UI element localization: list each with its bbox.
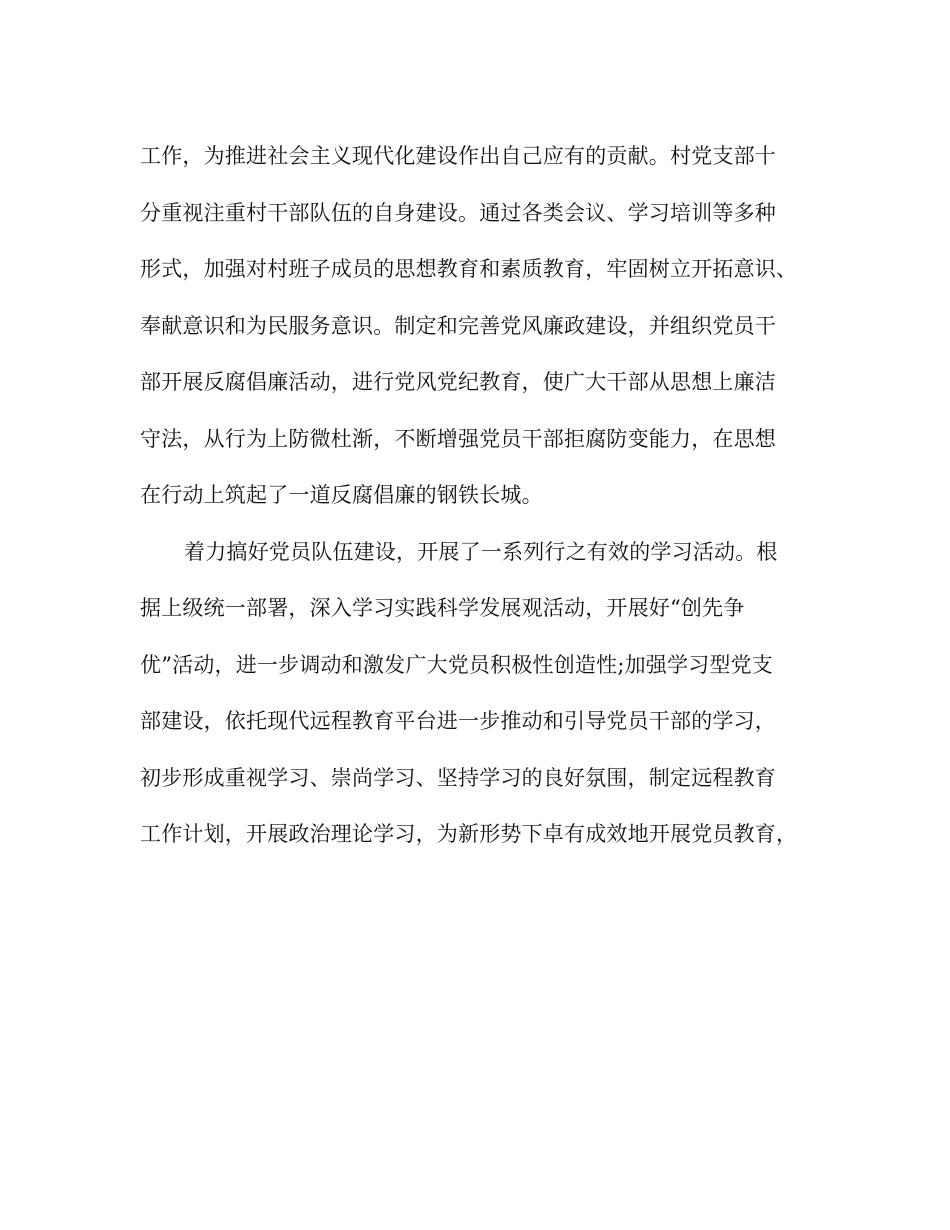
text-line: 工作计划，开展政治理论学习，为新形势下卓有成效地开展党员教育，	[140, 822, 798, 846]
text-line: 部开展反腐倡廉活动，进行党风党纪教育，使广大干部从思想上廉洁	[140, 370, 776, 394]
text-line: 据上级统一部署，深入学习实践科学发展观活动，开展好“创先争	[140, 596, 745, 620]
text-line: 初步形成重视学习、崇尚学习、坚持学习的良好氛围，制定远程教育	[140, 765, 776, 790]
text-line: 形式，加强对村班子成员的思想教育和素质教育，牢固树立开拓意识、	[140, 257, 798, 281]
body-text	[140, 136, 820, 871]
text-line: 奉献意识和为民服务意识。制定和完善党风廉政建设，并组织党员干	[140, 313, 776, 338]
text-line: 优”活动，进一步调动和激发广大党员积极性创造性;加强学习型党支	[140, 652, 774, 677]
text-line: 部建设，依托现代远程教育平台进一步推动和引导党员干部的学习，	[140, 709, 776, 733]
text-line-paragraph-start: 着力搞好党员队伍建设，开展了一系列行之有效的学习活动。根	[184, 539, 778, 564]
text-line: 分重视注重村干部队伍的自身建设。通过各类会议、学习培训等多种	[140, 200, 776, 225]
text-line: 守法，从行为上防微杜渐，不断增强党员干部拒腐防变能力，在思想	[140, 426, 776, 451]
text-line: 在行动上筑起了一道反腐倡廉的钢铁长城。	[140, 483, 543, 507]
text-line: 工作，为推进社会主义现代化建设作出自己应有的贡献。村党支部十	[140, 144, 776, 168]
